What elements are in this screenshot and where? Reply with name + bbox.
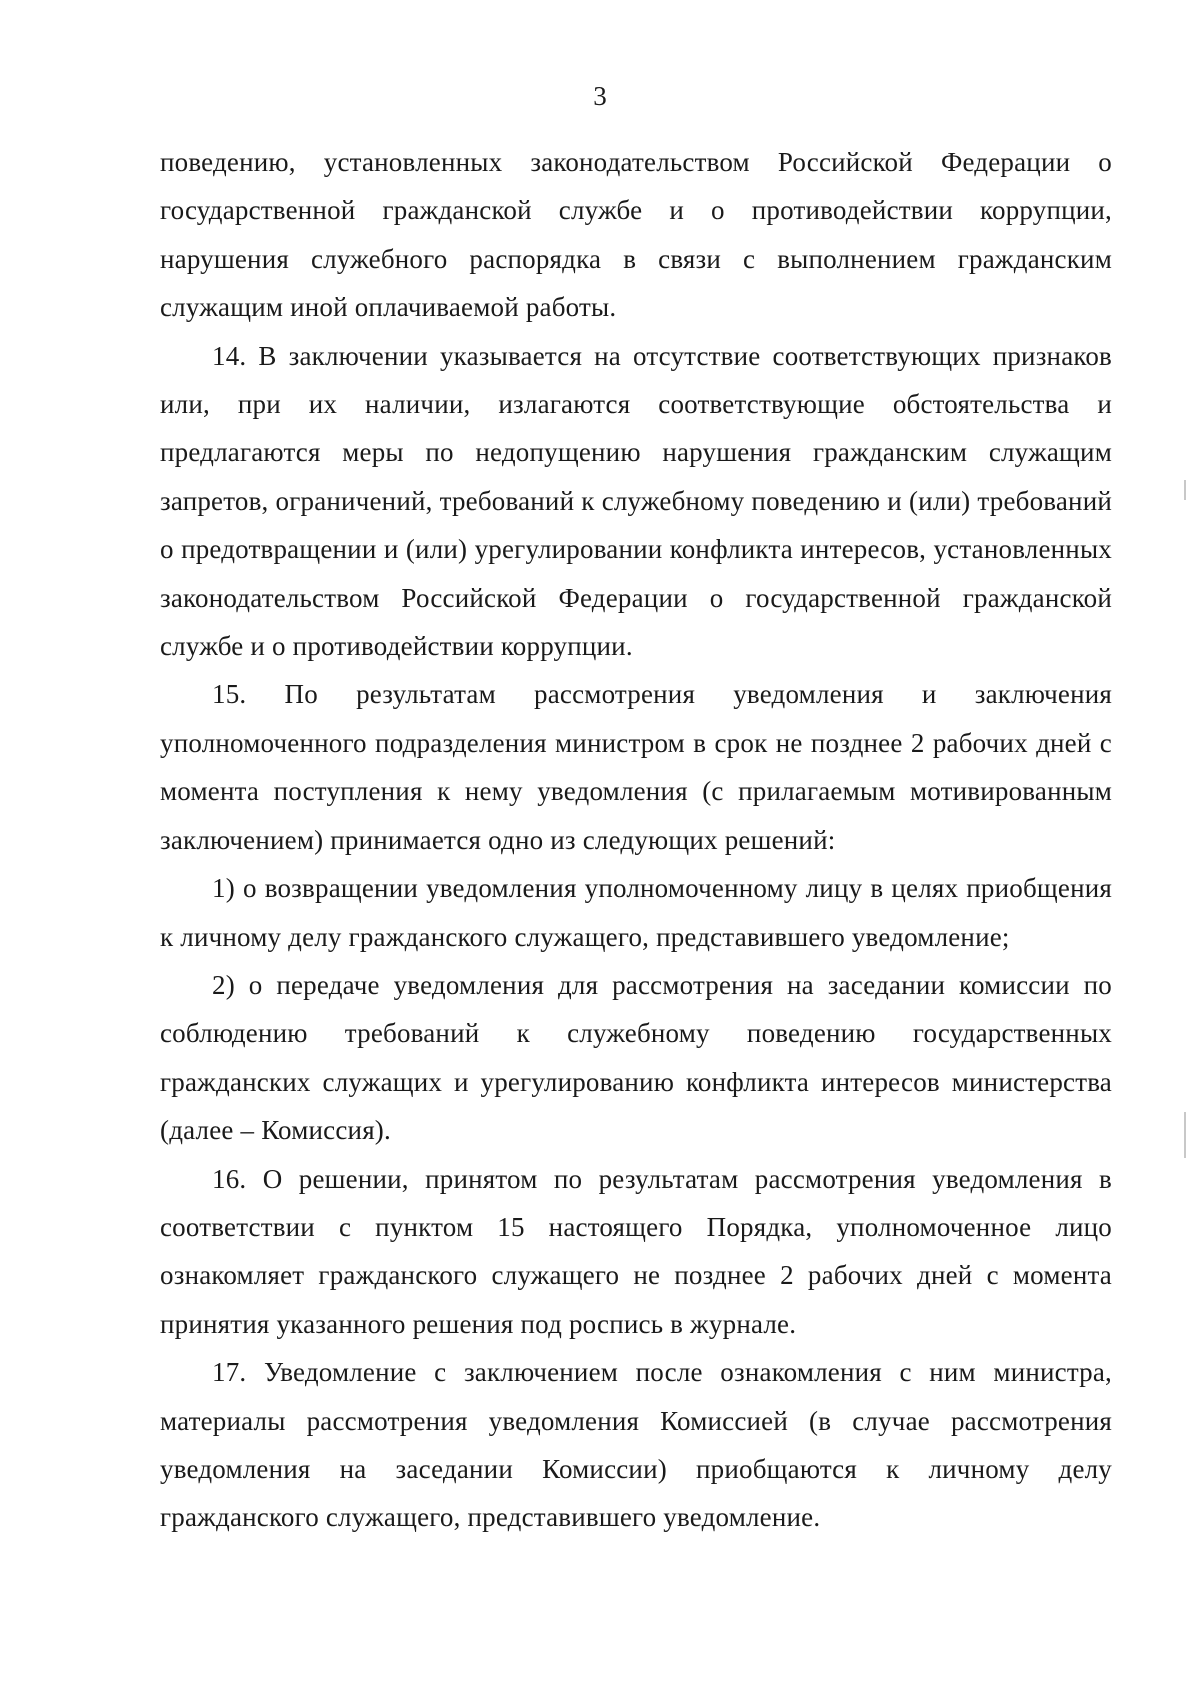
paragraph-15-item-1: 1) о возвращении уведомления уполномоченному лицу в целях приобщения к личному делу гражданского служащего, представившего уведомление; bbox=[160, 873, 1112, 952]
paragraph-continuation: поведению, установленных законодательством Российской Федерации о государственной гражданской службе и о противодействии коррупции, нарушения служебного распорядка в связи с выполнением гражданским служащим иной оплачиваемой работы. bbox=[160, 147, 1112, 323]
scan-artifact-mark bbox=[1184, 1112, 1186, 1158]
paragraph-15: 15. По результатам рассмотрения уведомления и заключения уполномоченного подразделения министром в срок не позднее 2 рабочих дней с момента поступления к нему уведомления (с прилагаемым мотивированным заключением) принимается одно из следующих решений: bbox=[160, 679, 1112, 855]
page-number: 3 bbox=[593, 81, 607, 111]
document-body bbox=[160, 138, 1112, 1542]
paragraph-14: 14. В заключении указывается на отсутствие соответствующих признаков или, при их наличии, излагаются соответствующие обстоятельства и предлагаются меры по недопущению нарушения гражданским служащим запретов, ограничений, требований к служебному поведению и (или) требований о предотвращении и (или) урегулировании конфликта интересов, установленных законодательством Российской Федерации о государственной гражданской службе и о противодействии коррупции. bbox=[160, 340, 1112, 662]
scan-artifact-mark bbox=[1184, 480, 1186, 500]
paragraph-15-item-2: 2) о передаче уведомления для рассмотрения на заседании комиссии по соблюдению требований к служебному поведению государственных гражданских служащих и урегулированию конфликта интересов министерства (далее – Комиссия). bbox=[160, 969, 1112, 1146]
paragraph-16: 16. О решении, принятом по результатам рассмотрения уведомления в соответствии с пунктом 15 настоящего Порядка, уполномоченное лицо ознакомляет гражданского служащего не позднее 2 рабочих дней с момента принятия указанного решения под роспись в журнале. bbox=[160, 1163, 1112, 1339]
paragraph-17: 17. Уведомление с заключением после ознакомления с ним министра, материалы рассмотрения уведомления Комиссией (в случае рассмотрения уведомления на заседании Комиссии) приобщаются к личному делу гражданского служащего, представившего уведомление. bbox=[160, 1357, 1112, 1533]
